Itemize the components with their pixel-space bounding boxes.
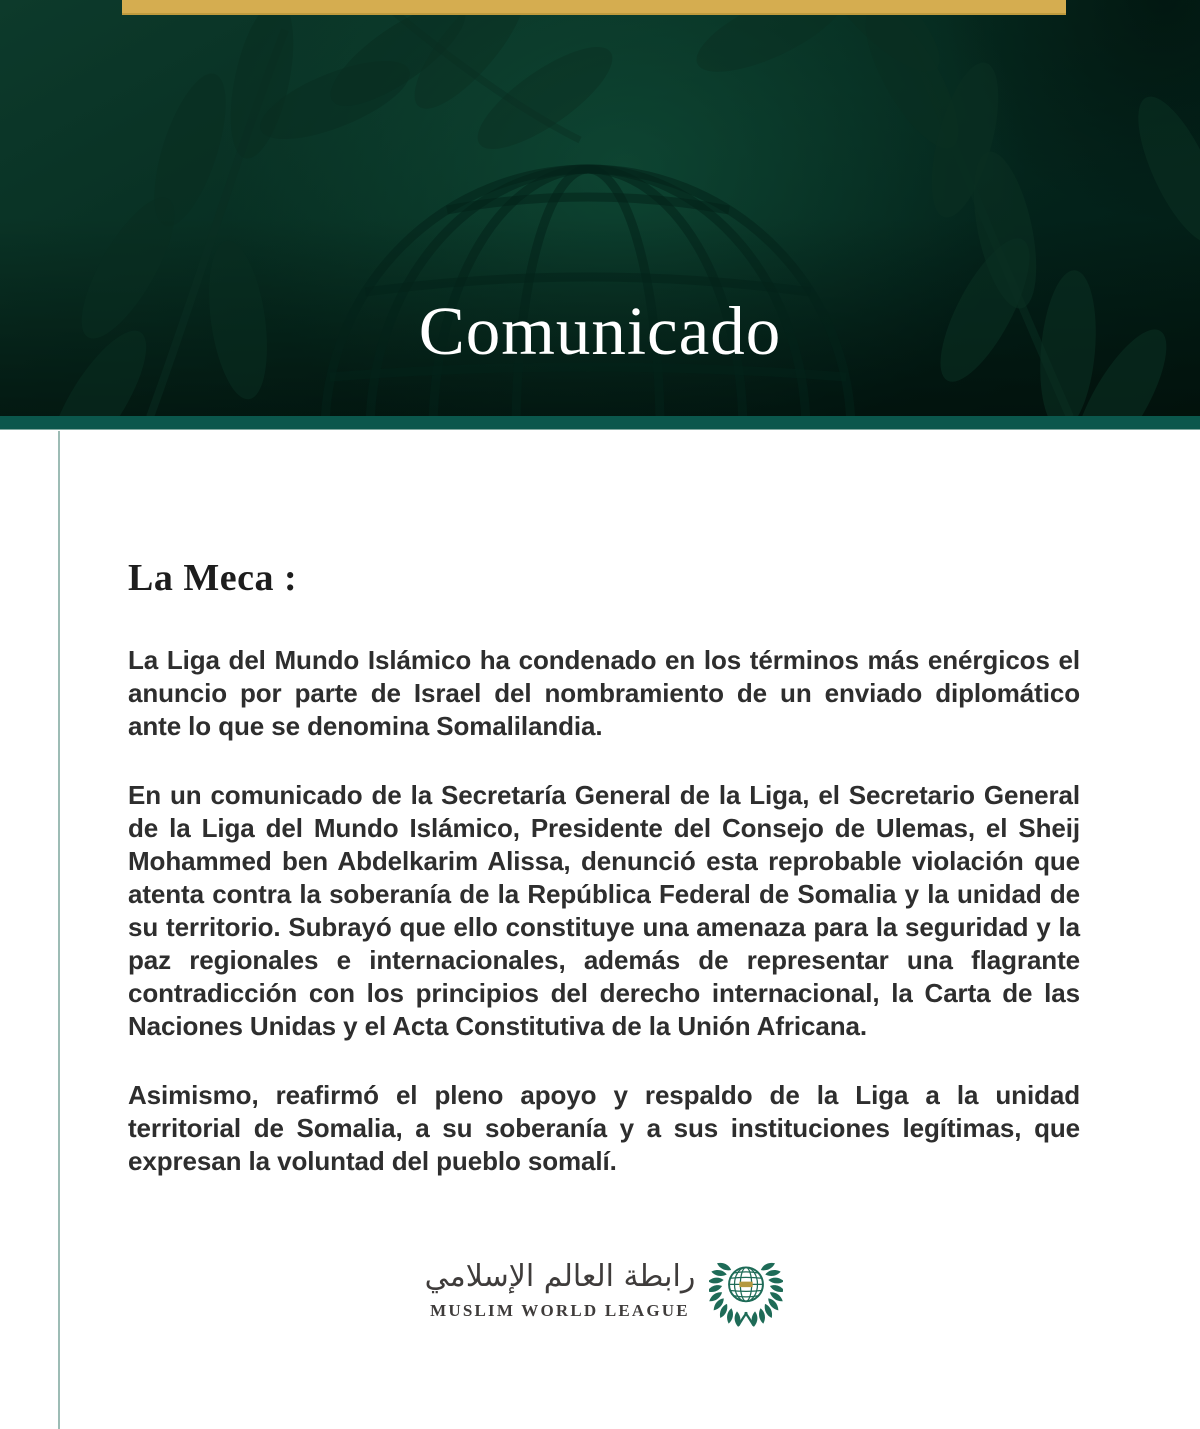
body-paragraph: En un comunicado de la Secretaría General de la Liga, el Secretario General de la Liga del Mundo Islámico, Presidente del Consejo de Ulemas, el Sheij Mohammed ben Abdelkarim Alissa, denunció esta reprobable violación que atenta contra la soberanía de la República Federal de Somalia y la unidad de su territorio. Subrayó que ello constituye una amenaza para la seguridad y la paz regionales e internacionales, además de representar una flagrante contradicción con los principios del derecho internacional, la Carta de las Naciones Unidas y el Acta Constitutiva de la Unión Africana. — [128, 780, 1080, 1041]
teal-divider-band — [0, 416, 1200, 430]
communique-body — [128, 430, 1080, 1328]
mwl-latin-wordmark: MUSLIM WORLD LEAGUE — [430, 1300, 690, 1320]
body-paragraph: La Liga del Mundo Islámico ha condenado en los términos más enérgicos el anuncio por parte de Israel del nombramiento de un enviado diplomático ante lo que se denomina Somalilandia. — [128, 645, 1080, 741]
mwl-arabic-wordmark: رابطة العالم الإسلامي — [424, 1259, 696, 1295]
mwl-logo — [128, 1250, 1080, 1328]
hero-banner — [0, 0, 1200, 416]
gold-accent-bar — [122, 0, 1066, 15]
dateline-heading: La Meca : — [128, 557, 298, 599]
left-margin-rule — [58, 431, 60, 1429]
mwl-wordmark-block — [425, 1257, 696, 1321]
body-paragraph: Asimismo, reafirmó el pleno apoyo y respaldo de la Liga a la unidad territorial de Somalia, a su soberanía y a sus instituciones legítimas, que expresan la voluntad del pueblo somalí. — [128, 1080, 1080, 1176]
page-title: Comunicado — [418, 293, 782, 369]
mwl-globe-wreath-emblem-icon — [709, 1250, 783, 1328]
